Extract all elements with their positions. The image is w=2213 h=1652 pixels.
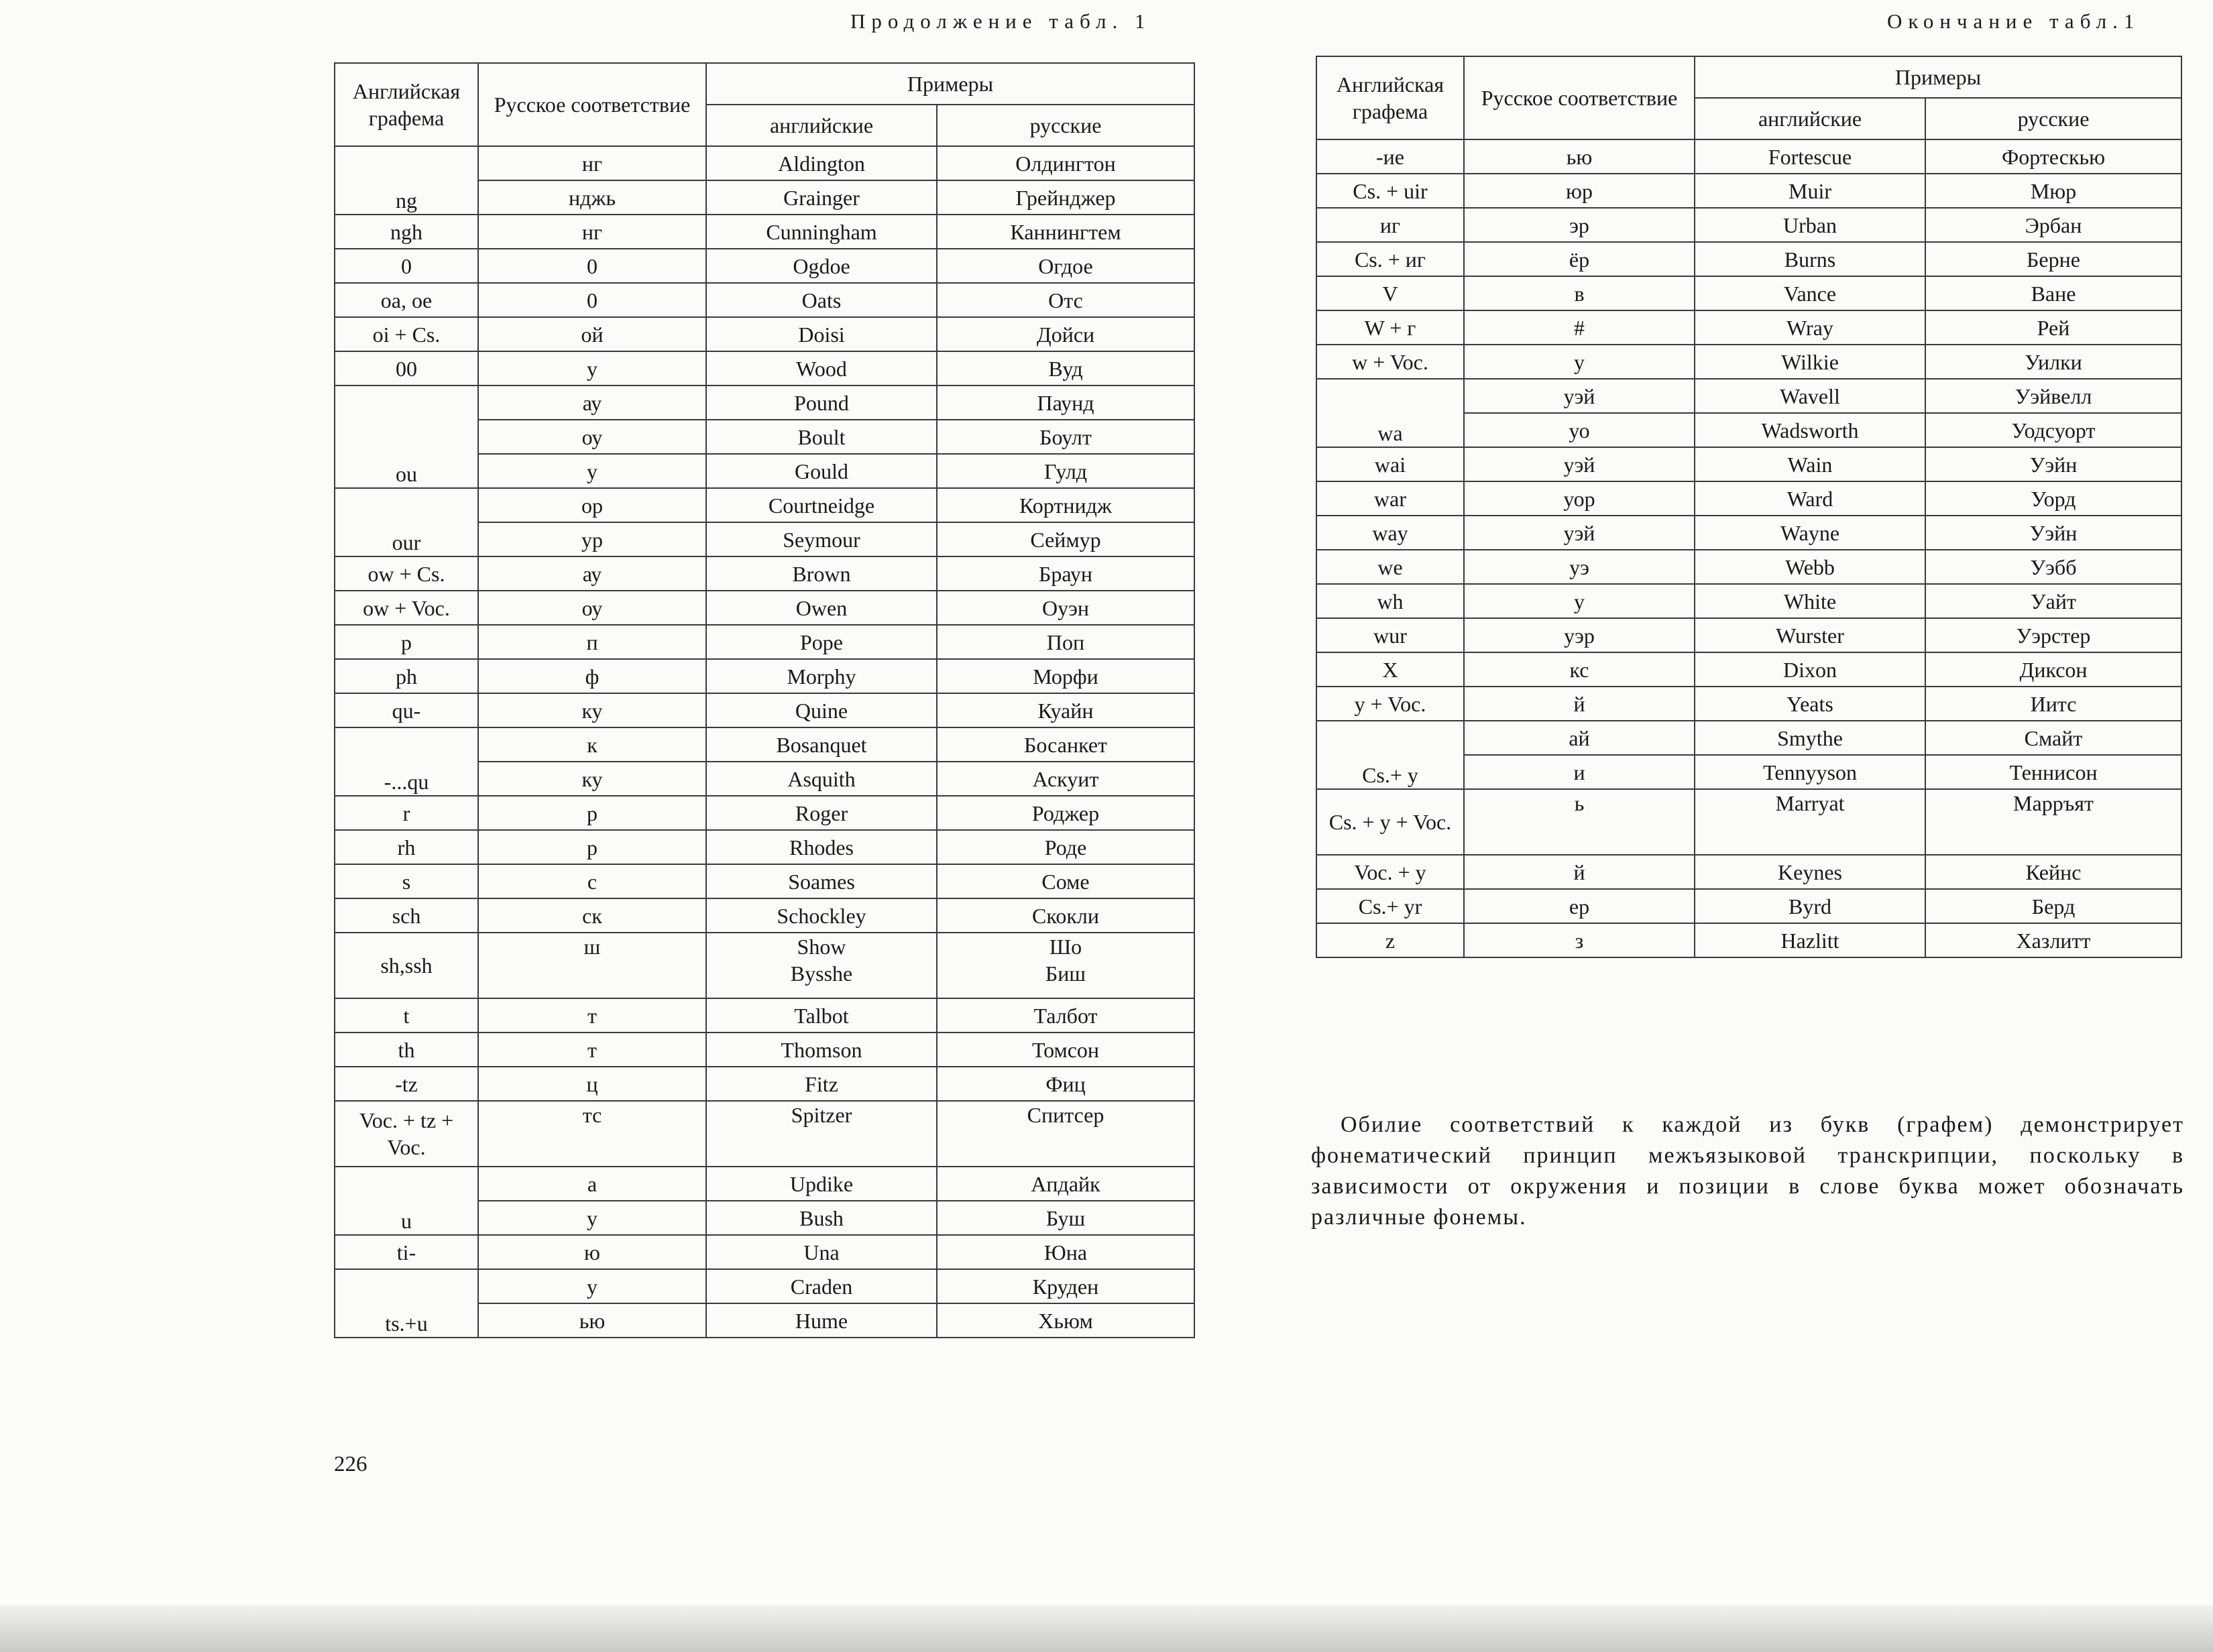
grapheme-cell: rh <box>335 830 478 864</box>
table-row <box>1316 310 2181 345</box>
russian-equivalent-cell: 0 <box>478 283 706 317</box>
scan-edge-shadow <box>0 1605 2213 1652</box>
grapheme-cell: Voc. + tz + Voc. <box>335 1101 478 1167</box>
russian-equivalent-cell: р <box>478 796 706 830</box>
russian-example-cell: Диксон <box>1925 652 2181 687</box>
russian-equivalent-cell: у <box>478 454 706 488</box>
english-example-cell: Owen <box>706 591 937 625</box>
table-row <box>335 249 1194 283</box>
english-example-cell: Spitzer <box>706 1101 937 1167</box>
table-row <box>1316 174 2181 208</box>
table-row <box>335 146 1194 180</box>
grapheme-cell: X <box>1316 652 1464 687</box>
russian-example-cell: Шо Биш <box>937 933 1194 998</box>
header-examples: Примеры <box>1695 56 2181 98</box>
english-example-cell: Doisi <box>706 317 937 351</box>
table-row <box>335 796 1194 830</box>
russian-equivalent-cell: ор <box>478 488 706 522</box>
english-example-cell: Seymour <box>706 522 937 556</box>
table-row <box>1316 923 2181 957</box>
russian-example-cell: Рей <box>1925 310 2181 345</box>
russian-example-cell: Дойси <box>937 317 1194 351</box>
continuation-caption-left: Продолжение табл. 1 <box>850 9 1151 33</box>
russian-equivalent-cell: ау <box>478 556 706 591</box>
english-example-cell: Wayne <box>1695 516 1925 550</box>
english-example-cell: Bush <box>706 1201 937 1235</box>
grapheme-cell: y + Voc. <box>1316 687 1464 721</box>
table-row <box>1316 618 2181 652</box>
english-example-cell: Aldington <box>706 146 937 180</box>
table-row <box>1316 242 2181 276</box>
english-example-cell: Tennyyson <box>1695 755 1925 789</box>
english-example-cell: Wain <box>1695 447 1925 481</box>
english-example-cell: Marryat <box>1695 789 1925 855</box>
english-example-cell: Morphy <box>706 659 937 693</box>
grapheme-cell: ngh <box>335 215 478 249</box>
english-example-cell: Brown <box>706 556 937 591</box>
english-example-cell: Byrd <box>1695 889 1925 923</box>
russian-equivalent-cell: у <box>1464 584 1695 618</box>
english-example-cell: Roger <box>706 796 937 830</box>
grapheme-cell: our <box>335 488 478 556</box>
table-row <box>335 830 1194 864</box>
table-row <box>1316 379 2181 413</box>
russian-equivalent-cell: ку <box>478 693 706 727</box>
table-row <box>335 556 1194 591</box>
english-example-cell: Fitz <box>706 1067 937 1101</box>
english-example-cell: Wavell <box>1695 379 1925 413</box>
header-english-examples: английские <box>706 105 937 146</box>
russian-example-cell: Хьюм <box>937 1303 1194 1338</box>
russian-example-cell: Огдое <box>937 249 1194 283</box>
english-example-cell: Asquith <box>706 762 937 796</box>
grapheme-cell: -...qu <box>335 727 478 796</box>
russian-equivalent-cell: эр <box>1464 208 1695 242</box>
russian-equivalent-cell: ю <box>478 1235 706 1269</box>
russian-equivalent-cell: и <box>1464 755 1695 789</box>
russian-example-cell: Уэрстер <box>1925 618 2181 652</box>
grapheme-cell: p <box>335 625 478 659</box>
grapheme-cell: ts.+u <box>335 1269 478 1338</box>
english-example-cell: Smythe <box>1695 721 1925 755</box>
russian-equivalent-cell: 0 <box>478 249 706 283</box>
graphemes-table-end <box>1316 56 2182 958</box>
russian-equivalent-cell: оу <box>478 420 706 454</box>
grapheme-cell: Cs.+ yr <box>1316 889 1464 923</box>
russian-example-cell: Круден <box>937 1269 1194 1303</box>
grapheme-cell: -tz <box>335 1067 478 1101</box>
graphemes-table-continuation <box>334 62 1195 1338</box>
table-row <box>335 1101 1194 1167</box>
english-example-cell: Grainger <box>706 180 937 215</box>
english-example-cell: Burns <box>1695 242 1925 276</box>
grapheme-cell: we <box>1316 550 1464 584</box>
english-example-cell: Courtneidge <box>706 488 937 522</box>
table-row <box>1316 721 2181 755</box>
table-row <box>335 386 1194 420</box>
english-example-cell: Fortescue <box>1695 139 1925 174</box>
table-row <box>1316 855 2181 889</box>
english-example-cell: Talbot <box>706 998 937 1032</box>
russian-equivalent-cell: уэй <box>1464 516 1695 550</box>
table-row <box>335 351 1194 386</box>
russian-equivalent-cell: нджь <box>478 180 706 215</box>
english-example-cell: Muir <box>1695 174 1925 208</box>
russian-equivalent-cell: уо <box>1464 413 1695 447</box>
russian-example-cell: Хазлитт <box>1925 923 2181 957</box>
table-row <box>1316 516 2181 550</box>
russian-example-cell: Аскуит <box>937 762 1194 796</box>
russian-example-cell: Марръят <box>1925 789 2181 855</box>
table-row <box>1316 889 2181 923</box>
russian-equivalent-cell: у <box>478 1201 706 1235</box>
english-example-cell: Cunningham <box>706 215 937 249</box>
english-example-cell: Wurster <box>1695 618 1925 652</box>
russian-equivalent-cell: п <box>478 625 706 659</box>
english-example-cell: Wray <box>1695 310 1925 345</box>
russian-example-cell: Берне <box>1925 242 2181 276</box>
grapheme-cell: W + г <box>1316 310 1464 345</box>
russian-example-cell: Томсон <box>937 1032 1194 1067</box>
russian-example-cell: Оуэн <box>937 591 1194 625</box>
russian-example-cell: Фиц <box>937 1067 1194 1101</box>
russian-equivalent-cell: в <box>1464 276 1695 310</box>
grapheme-cell: t <box>335 998 478 1032</box>
english-example-cell: Wadsworth <box>1695 413 1925 447</box>
table-row <box>335 864 1194 898</box>
english-example-cell: Boult <box>706 420 937 454</box>
grapheme-cell: ti- <box>335 1235 478 1269</box>
english-example-cell: Urban <box>1695 208 1925 242</box>
english-example-cell: Updike <box>706 1167 937 1201</box>
russian-example-cell: Уэйвелл <box>1925 379 2181 413</box>
table-row <box>335 1032 1194 1067</box>
russian-example-cell: Иитс <box>1925 687 2181 721</box>
russian-example-cell: Апдайк <box>937 1167 1194 1201</box>
russian-equivalent-cell: й <box>1464 687 1695 721</box>
russian-equivalent-cell: ёр <box>1464 242 1695 276</box>
russian-example-cell: Роде <box>937 830 1194 864</box>
russian-example-cell: Олдингтон <box>937 146 1194 180</box>
russian-equivalent-cell: у <box>478 351 706 386</box>
english-example-cell: Hazlitt <box>1695 923 1925 957</box>
header-grapheme: Английская графема <box>1316 56 1464 139</box>
russian-example-cell: Смайт <box>1925 721 2181 755</box>
english-example-cell: Oats <box>706 283 937 317</box>
grapheme-cell: z <box>1316 923 1464 957</box>
russian-equivalent-cell: нг <box>478 146 706 180</box>
russian-example-cell: Кейнс <box>1925 855 2181 889</box>
english-example-cell: Quine <box>706 693 937 727</box>
english-example-cell: Soames <box>706 864 937 898</box>
russian-equivalent-cell: у <box>478 1269 706 1303</box>
grapheme-cell: w + Voc. <box>1316 345 1464 379</box>
grapheme-cell: wur <box>1316 618 1464 652</box>
table-row <box>335 215 1194 249</box>
russian-equivalent-cell: оу <box>478 591 706 625</box>
table-row <box>1316 345 2181 379</box>
english-example-cell: Wilkie <box>1695 345 1925 379</box>
russian-equivalent-cell: ер <box>1464 889 1695 923</box>
grapheme-cell: 0 <box>335 249 478 283</box>
russian-example-cell: Босанкет <box>937 727 1194 762</box>
grapheme-cell: wh <box>1316 584 1464 618</box>
table-row <box>1316 447 2181 481</box>
table-row <box>335 1269 1194 1303</box>
header-russian-equivalent: Русское соответствие <box>478 63 706 146</box>
table-row <box>1316 481 2181 516</box>
english-example-cell: Hume <box>706 1303 937 1338</box>
table-row <box>335 659 1194 693</box>
russian-equivalent-cell: ью <box>478 1303 706 1338</box>
grapheme-cell: Cs. + иг <box>1316 242 1464 276</box>
grapheme-cell: V <box>1316 276 1464 310</box>
russian-example-cell: Отс <box>937 283 1194 317</box>
russian-example-cell: Уодсуорт <box>1925 413 2181 447</box>
english-example-cell: Schockley <box>706 898 937 933</box>
russian-equivalent-cell: а <box>478 1167 706 1201</box>
russian-equivalent-cell: ой <box>478 317 706 351</box>
english-example-cell: Una <box>706 1235 937 1269</box>
grapheme-cell: wa <box>1316 379 1464 447</box>
table-body-right <box>1316 139 2181 957</box>
table-row <box>335 693 1194 727</box>
grapheme-cell: wai <box>1316 447 1464 481</box>
english-example-cell: Pope <box>706 625 937 659</box>
russian-equivalent-cell: й <box>1464 855 1695 889</box>
russian-example-cell: Соме <box>937 864 1194 898</box>
russian-example-cell: Паунд <box>937 386 1194 420</box>
russian-example-cell: Грейнджер <box>937 180 1194 215</box>
english-example-cell: Webb <box>1695 550 1925 584</box>
english-example-cell: Show Bysshe <box>706 933 937 998</box>
header-russian-examples: русские <box>937 105 1194 146</box>
table-row <box>335 933 1194 998</box>
grapheme-cell: qu- <box>335 693 478 727</box>
russian-equivalent-cell: ью <box>1464 139 1695 174</box>
table-row <box>1316 550 2181 584</box>
russian-example-cell: Гулд <box>937 454 1194 488</box>
russian-equivalent-cell: з <box>1464 923 1695 957</box>
grapheme-cell: way <box>1316 516 1464 550</box>
table-row <box>335 898 1194 933</box>
russian-example-cell: Фортескью <box>1925 139 2181 174</box>
grapheme-cell: 00 <box>335 351 478 386</box>
english-example-cell: Ward <box>1695 481 1925 516</box>
table-row <box>335 727 1194 762</box>
russian-equivalent-cell: тс <box>478 1101 706 1167</box>
english-example-cell: Wood <box>706 351 937 386</box>
russian-equivalent-cell: т <box>478 998 706 1032</box>
russian-equivalent-cell: ур <box>478 522 706 556</box>
table-row <box>335 283 1194 317</box>
russian-example-cell: Уилки <box>1925 345 2181 379</box>
grapheme-cell: oi + Cs. <box>335 317 478 351</box>
russian-equivalent-cell: ь <box>1464 789 1695 855</box>
russian-example-cell: Кортнидж <box>937 488 1194 522</box>
table-row <box>1316 139 2181 174</box>
table-row <box>335 625 1194 659</box>
table-row <box>1316 687 2181 721</box>
russian-example-cell: Буш <box>937 1201 1194 1235</box>
russian-equivalent-cell: с <box>478 864 706 898</box>
russian-example-cell: Вуд <box>937 351 1194 386</box>
header-grapheme: Английская графема <box>335 63 478 146</box>
grapheme-cell: r <box>335 796 478 830</box>
russian-example-cell: Уорд <box>1925 481 2181 516</box>
english-example-cell: Gould <box>706 454 937 488</box>
english-example-cell: Bosanquet <box>706 727 937 762</box>
russian-equivalent-cell: ф <box>478 659 706 693</box>
english-example-cell: Rhodes <box>706 830 937 864</box>
russian-example-cell: Боулт <box>937 420 1194 454</box>
table-row <box>335 317 1194 351</box>
table-row <box>1316 584 2181 618</box>
english-example-cell: Ogdoe <box>706 249 937 283</box>
grapheme-cell: -ие <box>1316 139 1464 174</box>
english-example-cell: Vance <box>1695 276 1925 310</box>
english-example-cell: Keynes <box>1695 855 1925 889</box>
russian-example-cell: Талбот <box>937 998 1194 1032</box>
russian-example-cell: Поп <box>937 625 1194 659</box>
russian-equivalent-cell: кс <box>1464 652 1695 687</box>
table-row <box>335 1167 1194 1201</box>
english-example-cell: Pound <box>706 386 937 420</box>
russian-example-cell: Уайт <box>1925 584 2181 618</box>
russian-equivalent-cell: т <box>478 1032 706 1067</box>
russian-equivalent-cell: юр <box>1464 174 1695 208</box>
russian-example-cell: Морфи <box>937 659 1194 693</box>
table-row <box>1316 276 2181 310</box>
grapheme-cell: oa, oe <box>335 283 478 317</box>
russian-equivalent-cell: ку <box>478 762 706 796</box>
russian-equivalent-cell: уор <box>1464 481 1695 516</box>
grapheme-cell: Cs. + y + Voc. <box>1316 789 1464 855</box>
russian-equivalent-cell: уэй <box>1464 447 1695 481</box>
russian-equivalent-cell: ау <box>478 386 706 420</box>
table-row <box>1316 652 2181 687</box>
english-example-cell: Yeats <box>1695 687 1925 721</box>
grapheme-cell: war <box>1316 481 1464 516</box>
english-example-cell: Dixon <box>1695 652 1925 687</box>
russian-equivalent-cell: ск <box>478 898 706 933</box>
russian-equivalent-cell: ц <box>478 1067 706 1101</box>
russian-example-cell: Ване <box>1925 276 2181 310</box>
page-number: 226 <box>334 1452 367 1476</box>
header-english-examples: английские <box>1695 98 1925 139</box>
russian-equivalent-cell: ш <box>478 933 706 998</box>
russian-equivalent-cell: к <box>478 727 706 762</box>
russian-example-cell: Роджер <box>937 796 1194 830</box>
russian-equivalent-cell: уэр <box>1464 618 1695 652</box>
russian-equivalent-cell: уэ <box>1464 550 1695 584</box>
russian-example-cell: Уэйн <box>1925 516 2181 550</box>
grapheme-cell: th <box>335 1032 478 1067</box>
grapheme-cell: sh,ssh <box>335 933 478 998</box>
russian-example-cell: Куайн <box>937 693 1194 727</box>
english-example-cell: Thomson <box>706 1032 937 1067</box>
table-row <box>335 998 1194 1032</box>
russian-example-cell: Юна <box>937 1235 1194 1269</box>
table-row <box>335 1235 1194 1269</box>
grapheme-cell: ng <box>335 146 478 215</box>
table-row <box>1316 208 2181 242</box>
russian-equivalent-cell: нг <box>478 215 706 249</box>
header-examples: Примеры <box>706 63 1194 105</box>
russian-example-cell: Сеймур <box>937 522 1194 556</box>
grapheme-cell: Voc. + y <box>1316 855 1464 889</box>
russian-equivalent-cell: уэй <box>1464 379 1695 413</box>
russian-example-cell: Берд <box>1925 889 2181 923</box>
grapheme-cell: Cs.+ y <box>1316 721 1464 789</box>
russian-example-cell: Уэбб <box>1925 550 2181 584</box>
russian-example-cell: Уэйн <box>1925 447 2181 481</box>
russian-example-cell: Каннингтем <box>937 215 1194 249</box>
note-paragraph: Обилие соответствий к каждой из букв (графем) демонстрирует фонематический принцип межъязыковой транскрипции, поскольку в зависимости от окружения и позиции в слове буква может обозначать различные фонемы. <box>1311 1112 2184 1230</box>
header-russian-examples: русские <box>1925 98 2181 139</box>
grapheme-cell: ow + Cs. <box>335 556 478 591</box>
continuation-caption-right: Окончание табл.1 <box>1887 9 2141 33</box>
table-row <box>1316 789 2181 855</box>
grapheme-cell: u <box>335 1167 478 1235</box>
russian-example-cell: Браун <box>937 556 1194 591</box>
russian-example-cell: Теннисон <box>1925 755 2181 789</box>
english-example-cell: Craden <box>706 1269 937 1303</box>
table-row <box>335 488 1194 522</box>
english-example-cell: White <box>1695 584 1925 618</box>
grapheme-cell: ph <box>335 659 478 693</box>
header-russian-equivalent: Русское соответствие <box>1464 56 1695 139</box>
russian-equivalent-cell: # <box>1464 310 1695 345</box>
russian-example-cell: Мюр <box>1925 174 2181 208</box>
grapheme-cell: s <box>335 864 478 898</box>
russian-example-cell: Эрбан <box>1925 208 2181 242</box>
grapheme-cell: Cs. + uir <box>1316 174 1464 208</box>
table-row <box>335 591 1194 625</box>
russian-equivalent-cell: у <box>1464 345 1695 379</box>
table-row <box>335 1067 1194 1101</box>
russian-example-cell: Скокли <box>937 898 1194 933</box>
grapheme-cell: ow + Voc. <box>335 591 478 625</box>
grapheme-cell: иг <box>1316 208 1464 242</box>
russian-equivalent-cell: р <box>478 830 706 864</box>
russian-equivalent-cell: ай <box>1464 721 1695 755</box>
table-body-left <box>335 146 1194 1338</box>
grapheme-cell: ou <box>335 386 478 488</box>
russian-example-cell: Спитсер <box>937 1101 1194 1167</box>
grapheme-cell: sch <box>335 898 478 933</box>
